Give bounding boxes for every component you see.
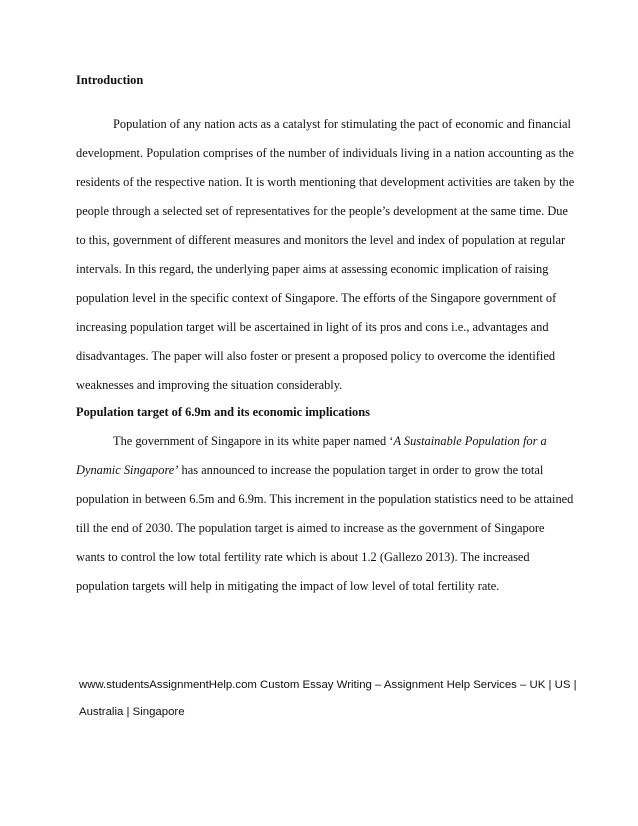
section-heading-introduction: Introduction xyxy=(76,73,144,87)
paragraph-line: to this, government of different measures and monitors the level and index of population at regular xyxy=(76,233,566,247)
paragraph-line: people through a selected set of representatives for the people’s development at the same time. Due xyxy=(76,204,569,218)
paragraph-line: population in between 6.5m and 6.9m. This increment in the population statistics need to be attained xyxy=(76,492,574,506)
text-run: has announced to increase the population target in order to grow the total xyxy=(178,463,544,477)
section-heading-population-target: Population target of 6.9m and its economic implications xyxy=(76,405,370,419)
paragraph-line: population targets will help in mitigating the impact of low level of total fertility rate. xyxy=(76,579,500,593)
paragraph-line: Population of any nation acts as a catalyst for stimulating the pact of economic and financial xyxy=(113,117,571,131)
text-run: The government of Singapore in its white paper named ‘ xyxy=(113,434,394,448)
paper-title-italic: Dynamic Singapore’ xyxy=(76,463,179,477)
paragraph-line: intervals. In this regard, the underlying paper aims at assessing economic implication of raising xyxy=(76,262,549,276)
paragraph-line: population level in the specific context of Singapore. The efforts of the Singapore government of xyxy=(76,291,557,305)
paragraph-line: weaknesses and improving the situation considerably. xyxy=(76,378,343,392)
paragraph-line: disadvantages. The paper will also foster or present a proposed policy to overcome the identified xyxy=(76,349,556,363)
paragraph-line xyxy=(76,463,543,478)
footer-line: www.studentsAssignmentHelp.com Custom Essay Writing – Assignment Help Services – UK | US | xyxy=(79,679,577,691)
paragraph-line: development. Population comprises of the number of individuals living in a nation accounting as the xyxy=(76,146,574,160)
paragraph-line: wants to control the low total fertility rate which is about 1.2 (Gallezo 2013). The increased xyxy=(76,550,530,564)
footer-line: Australia | Singapore xyxy=(79,706,185,718)
paragraph-line: residents of the respective nation. It is worth mentioning that development activities are taken by the xyxy=(76,175,575,189)
paragraph-line: till the end of 2030. The population target is aimed to increase as the government of Singapore xyxy=(76,521,545,535)
paper-title-italic: A Sustainable Population for a xyxy=(393,434,547,448)
paragraph-line xyxy=(113,434,547,449)
paragraph-line: increasing population target will be ascertained in light of its pros and cons i.e., advantages and xyxy=(76,320,549,334)
